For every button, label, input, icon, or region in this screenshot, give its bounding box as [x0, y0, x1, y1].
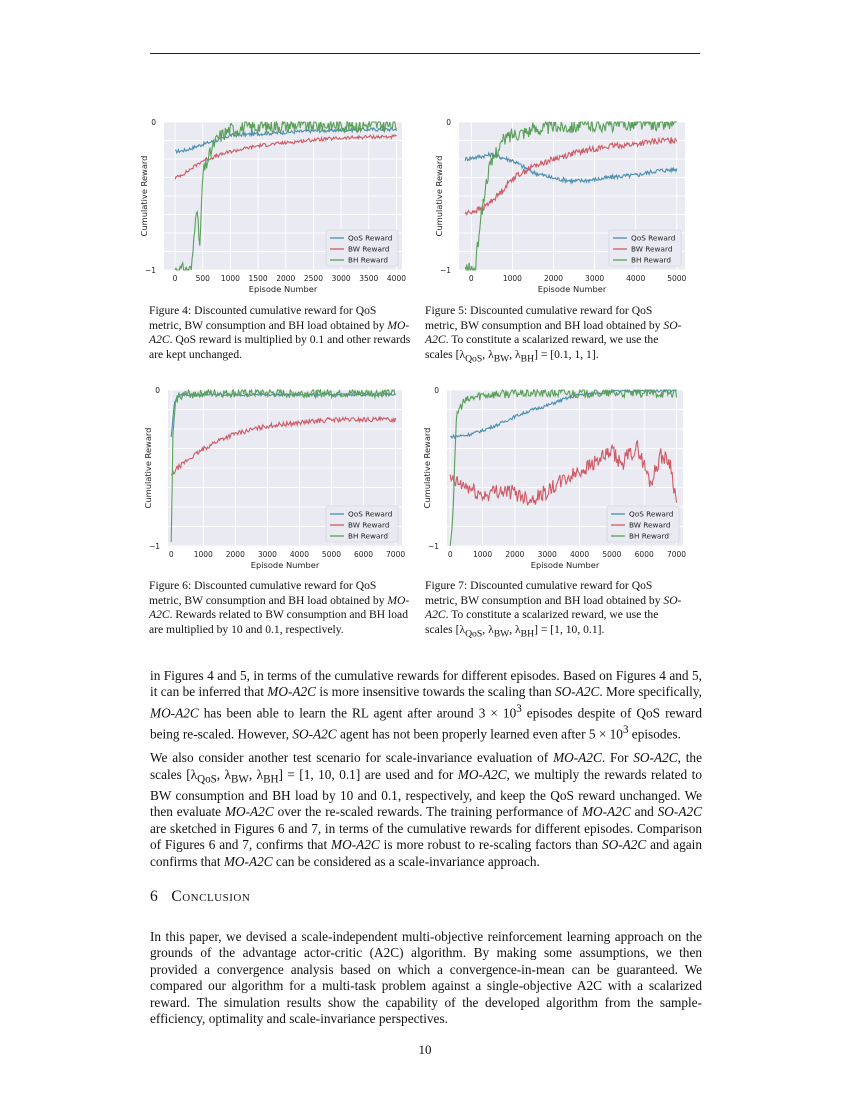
x-tick-label: 7000 [666, 550, 687, 559]
caption-method: MO-A2C [149, 593, 410, 621]
x-axis-label: Episode Number [530, 560, 600, 570]
section-number: 6 [150, 888, 159, 905]
caption-sub: QoS [465, 627, 483, 639]
x-axis-label: Episode Number [250, 560, 320, 570]
x-tick-label: 2000 [276, 274, 296, 283]
caption-text: . Rewards related to BW consumption and BH load are multiplied by 10 and 0.1, respectively. [149, 608, 409, 636]
caption-text: , λ [509, 347, 521, 361]
figure-5 [423, 116, 693, 302]
method-name: MO-A2C [223, 853, 273, 869]
legend-label: BW Reward [629, 520, 671, 530]
text: episodes despite of QoS reward being re-scaled. However, [150, 705, 702, 742]
y-axis-label: Cumulative Reward [434, 155, 444, 237]
y-tick-label: −1 [427, 542, 439, 551]
figure-4 [138, 116, 408, 302]
x-tick-label: 4000 [626, 274, 646, 283]
y-axis-label: Cumulative Reward [422, 427, 432, 509]
x-tick-label: 0 [447, 550, 453, 559]
x-tick-label: 2000 [543, 274, 564, 283]
method-name: MO-A2C [331, 837, 380, 853]
x-tick-label: 3000 [537, 550, 557, 559]
method-name: MO-A2C [581, 804, 631, 820]
x-tick-label: 6000 [353, 550, 374, 559]
x-tick-label: 1500 [248, 274, 268, 283]
x-tick-label: 6000 [634, 550, 654, 559]
caption-text: , λ [509, 622, 521, 636]
caption-text: ] = [1, 10, 0.1]. [534, 622, 605, 636]
y-tick-label: 0 [446, 118, 451, 127]
x-tick-label: 500 [195, 274, 210, 283]
caption-text: , λ [482, 347, 494, 361]
legend-label: QoS Reward [348, 509, 393, 519]
caption-text: Figure 6: Discounted cumulative reward for QoS metric, BW consumption and BH load obtained by [149, 579, 388, 607]
x-tick-label: 5000 [321, 550, 342, 559]
legend-label: BH Reward [348, 255, 388, 265]
caption-sub: QoS [465, 352, 483, 364]
y-tick-label: −1 [148, 542, 160, 551]
caption-sub: BW [493, 352, 510, 364]
legend-label: QoS Reward [348, 233, 393, 243]
section-heading [150, 888, 250, 906]
conclusion-section [150, 929, 702, 1035]
legend-label: BH Reward [631, 255, 671, 265]
subscript: BH [263, 773, 279, 786]
exponent: 3 [516, 702, 522, 715]
x-tick-label: 3000 [257, 550, 277, 559]
y-tick-label: 0 [434, 386, 439, 395]
text: , λ [248, 766, 264, 782]
x-tick-label: 0 [168, 550, 174, 559]
figure-6-caption [149, 579, 411, 637]
y-tick-label: −1 [144, 266, 156, 275]
x-tick-label: 3000 [331, 274, 351, 283]
text: agent has not been properly learned even after 5 × 10 [336, 726, 623, 742]
exponent: 3 [622, 723, 629, 736]
header-rule [150, 53, 700, 54]
x-tick-label: 4000 [289, 550, 309, 559]
legend-label: QoS Reward [629, 509, 674, 519]
x-tick-label: 0 [468, 274, 474, 283]
caption-method: SO-A2C [425, 318, 682, 346]
method-name: SO-A2C [555, 684, 600, 700]
caption-sub: BH [520, 352, 535, 364]
paragraph-2 [150, 750, 702, 870]
method-name: MO-A2C [553, 750, 602, 766]
x-tick-label: 1000 [502, 274, 522, 283]
figure-6-chart [138, 384, 408, 576]
paragraph-1 [150, 668, 702, 742]
caption-text: . QoS reward is multiplied by 0.1 and other rewards are kept unchanged. [149, 333, 411, 361]
subscript: QoS [197, 773, 217, 786]
text: episodes. [628, 726, 681, 742]
text: is more insensitive towards the scaling than [316, 684, 556, 700]
subscript: BW [231, 773, 249, 786]
caption-method: SO-A2C [425, 593, 682, 621]
legend-label: BW Reward [631, 244, 673, 254]
x-axis-label: Episode Number [537, 284, 607, 294]
caption-text: . To constitute a scalarized reward, we use the scales [λ [425, 608, 659, 636]
caption-sub: BH [520, 627, 535, 639]
text: . For [601, 750, 634, 766]
section-title: Conclusion [171, 888, 251, 905]
figure-5-caption [425, 304, 687, 366]
text: in Figures 4 and 5, in terms of the cumulative rewards for different episodes. Based on Figures 4 and 5, it can be inferred that [150, 668, 702, 700]
x-tick-label: 1000 [193, 550, 213, 559]
method-name: MO-A2C [457, 766, 507, 782]
text: and again confirms that [150, 837, 702, 869]
x-tick-label: 1000 [473, 550, 493, 559]
text: ] = [1, 10, 0.1] are used and for [278, 766, 458, 782]
figure-5-chart [423, 116, 693, 302]
caption-text: Figure 4: Discounted cumulative reward for QoS metric, BW consumption and BH load obtained by [149, 304, 388, 332]
legend-label: BH Reward [629, 531, 669, 541]
figure-4-caption [149, 304, 411, 362]
text: , we multiply the rewards related to BW consumption and BH load by 10 and 0.1, respectively, and keep the QoS reward unchanged. We then evaluate [150, 766, 702, 820]
y-tick-label: 0 [155, 386, 160, 395]
text: are sketched in Figures 6 and 7, in terms of the cumulative rewards for different episodes. Comparison of Figures 6 and 7, confirms that [150, 820, 702, 853]
page-number: 10 [418, 1042, 432, 1057]
figure-6 [138, 384, 408, 576]
legend-label: QoS Reward [631, 233, 676, 243]
method-name: SO-A2C [633, 750, 678, 766]
caption-text: Figure 7: Discounted cumulative reward for QoS metric, BW consumption and BH load obtained by [425, 579, 664, 607]
figure-4-chart [138, 116, 408, 302]
x-tick-label: 0 [172, 274, 178, 283]
x-tick-label: 2000 [225, 550, 245, 559]
caption-sub: BW [493, 627, 510, 639]
legend-label: BW Reward [348, 244, 390, 254]
text: is more robust to re-scaling factors than [379, 837, 602, 853]
x-tick-label: 2500 [303, 274, 323, 283]
text: . More specifically, [599, 684, 702, 700]
method-name: SO-A2C [657, 804, 702, 820]
method-name: MO-A2C [267, 684, 317, 700]
text: and [630, 804, 658, 820]
legend-label: BW Reward [348, 520, 390, 530]
figure-7-caption [425, 579, 687, 641]
caption-text: Figure 5: Discounted cumulative reward for QoS metric, BW consumption and BH load obtained by [425, 304, 664, 332]
caption-text: ] = [0.1, 1, 1]. [534, 347, 599, 361]
figure-7-chart [413, 384, 693, 576]
x-tick-label: 4000 [386, 274, 407, 283]
legend-label: BH Reward [348, 531, 388, 541]
y-axis-label: Cumulative Reward [143, 427, 153, 509]
x-tick-label: 7000 [386, 550, 406, 559]
text: over the re-scaled rewards. The training performance of [273, 804, 582, 820]
body-section [150, 668, 702, 878]
x-tick-label: 1000 [220, 274, 240, 283]
x-tick-label: 2000 [505, 550, 525, 559]
x-tick-label: 3000 [585, 274, 605, 283]
caption-method: MO-A2C [149, 318, 410, 346]
method-name: MO-A2C [224, 804, 274, 820]
x-tick-label: 4000 [570, 550, 590, 559]
x-axis-label: Episode Number [248, 284, 318, 294]
method-name: SO-A2C [601, 837, 647, 853]
method-name: MO-A2C [150, 705, 199, 721]
text: , λ [216, 766, 231, 782]
x-tick-label: 5000 [667, 274, 687, 283]
caption-text: . To constitute a scalarized reward, we use the scales [λ [425, 333, 659, 361]
paragraph-3: In this paper, we devised a scale-independent multi-objective reinforcement learning approach on the grounds of the advantage actor-critic (A2C) algorithm. By making some assumptions, we then provided a convergence analysis based on which a convergence-in-mean can be guaranteed. We compared our algorithm for a multi-task problem against a single-objective A2C with a scalarized reward. The simulation results show the capability of the developed algorithm from the sample-efficiency, optimality and scale-invariance perspectives. [150, 929, 702, 1027]
y-tick-label: 0 [151, 118, 156, 127]
text: has been able to learn the RL agent after around 3 × 10 [198, 705, 517, 721]
x-tick-label: 3500 [359, 274, 379, 283]
caption-text: , λ [482, 622, 494, 636]
x-tick-label: 5000 [602, 550, 622, 559]
text: , the scales [λ [150, 750, 702, 782]
text: We also consider another test scenario for scale-invariance evaluation of [150, 750, 554, 766]
y-axis-label: Cumulative Reward [139, 155, 149, 237]
text: can be considered as a scale-invariance approach. [272, 853, 540, 869]
method-name: SO-A2C [292, 726, 337, 742]
figure-7 [413, 384, 693, 576]
y-tick-label: −1 [439, 266, 451, 275]
